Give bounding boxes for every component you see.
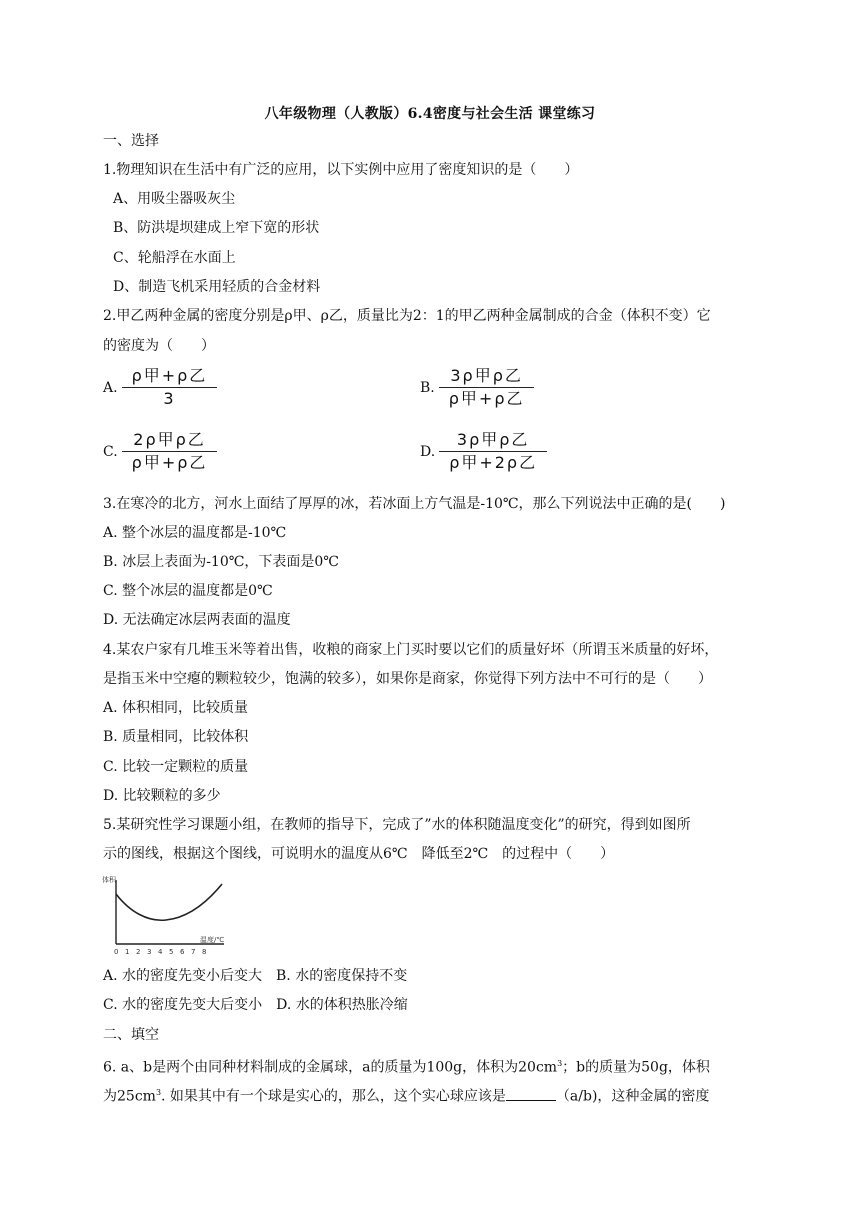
question-2-stem-line-2: 的密度为（ ） — [103, 338, 215, 354]
question-1-option-b: B、防洪堤坝建成上窄下宽的形状 — [113, 220, 320, 236]
fraction-c-numerator: 2ρ甲ρ乙 — [133, 430, 206, 449]
question-4-option-b: B. 质量相同，比较体积 — [103, 729, 249, 745]
fraction-c-denominator: ρ甲+ρ乙 — [131, 453, 208, 472]
question-3-option-d: D. 无法确定冰层两表面的温度 — [103, 612, 291, 628]
fraction-bar — [439, 387, 535, 388]
question-1-option-d: D、制造飞机采用轻质的合金材料 — [113, 279, 321, 295]
q6-text-2c: （a/b)，这种金属的密度 — [555, 1088, 710, 1105]
fraction-a-denominator: 3 — [163, 389, 176, 408]
superscript-3: 3 — [557, 1059, 563, 1068]
question-5-stem-line-1: 5.某研究性学习课题小组，在教师的指导下，完成了”水的体积随温度变化”的研究，得到如图所 — [103, 817, 691, 833]
question-2-option-c — [103, 430, 217, 473]
question-5-options-ab: A. 水的密度先变小后变大 B. 水的密度保持不变 — [103, 968, 408, 984]
question-4-stem-line-2: 是指玉米中空瘪的颗粒较少，饱满的较多），如果你是商家，你觉得下列方法中不可行的是（ ） — [103, 671, 712, 687]
fraction-a — [122, 366, 218, 409]
question-4-stem-line-1: 4.某农户家有几堆玉米等着出售，收粮的商家上门买时要以它们的质量好坏（所谓玉米质量的好坏， — [103, 642, 719, 658]
fraction-d-denominator: ρ甲+2ρ乙 — [449, 453, 538, 472]
graph-tick-label: 3 — [147, 948, 152, 956]
question-4-option-d: D. 比较颗粒的多少 — [103, 788, 221, 804]
fraction-bar — [122, 451, 218, 452]
section-heading-choice: 一、选择 — [103, 133, 159, 149]
volume-temperature-graph — [100, 872, 235, 958]
superscript-3: 3 — [155, 1088, 162, 1097]
option-d-label: D. — [420, 443, 436, 460]
question-4-option-c: C. 比较一定颗粒的质量 — [103, 759, 249, 775]
graph-tick-labels — [114, 948, 206, 956]
question-3-option-b: B. 冰层上表面为-10℃，下表面是0℃ — [103, 554, 339, 570]
question-2-option-b — [420, 366, 534, 409]
question-3-stem: 3.在寒冷的北方，河水上面结了厚厚的冰，若冰面上方气温是-10℃，那么下列说法中正确的是( ) — [103, 496, 726, 512]
question-4-option-a: A. 体积相同，比较质量 — [103, 700, 249, 716]
graph-tick-label: 5 — [169, 948, 174, 956]
question-2-option-a — [103, 366, 217, 409]
q6-text-1a: 6. a、b是两个由同种材料制成的金属球，a的质量为100g，体积为20cm — [103, 1059, 558, 1076]
fraction-b-numerator: 3ρ甲ρ乙 — [450, 366, 523, 385]
fraction-bar — [439, 451, 547, 452]
question-2-stem-line-1: 2.甲乙两种金属的密度分别是ρ甲、ρ乙，质量比为2：1的甲乙两种金属制成的合金（体积不变）它 — [103, 308, 711, 324]
question-1-stem: 1.物理知识在生活中有广泛的应用，以下实例中应用了密度知识的是（ ） — [103, 162, 579, 178]
graph-tick-label: 1 — [125, 948, 130, 956]
option-c-label: C. — [103, 443, 118, 460]
question-6-line-1 — [103, 1054, 710, 1078]
question-5-options-cd: C. 水的密度先变大后变小 D. 水的体积热胀冷缩 — [103, 997, 408, 1013]
answer-blank[interactable] — [506, 1086, 556, 1101]
q6-text-1b: ；b的质量为50g，体积 — [562, 1059, 710, 1076]
section-heading-fill: 二、填空 — [103, 1027, 159, 1043]
graph-tick-label: 7 — [191, 948, 196, 956]
question-1-option-c: C、轮船浮在水面上 — [113, 250, 236, 266]
question-3-option-a: A. 整个冰层的温度都是-10℃ — [103, 525, 287, 541]
fraction-c — [122, 430, 218, 473]
option-b-label: B. — [420, 379, 435, 396]
fraction-b-denominator: ρ甲+ρ乙 — [448, 389, 525, 408]
fraction-a-numerator: ρ甲+ρ乙 — [131, 366, 208, 385]
graph-tick-label: 0 — [114, 948, 119, 956]
question-3-option-c: C. 整个冰层的温度都是0℃ — [103, 583, 273, 599]
question-5-stem-line-2: 示的图线，根据这个图线，可说明水的温度从6℃ 降低至2℃ 的过程中（ ） — [103, 846, 615, 862]
q6-text-2b: . 如果其中有一个球是实心的，那么，这个实心球应该是 — [161, 1088, 506, 1105]
graph-tick-label: 6 — [180, 948, 185, 956]
q6-text-2a: 为25cm — [103, 1088, 156, 1105]
graph-tick-label: 2 — [136, 948, 141, 956]
page-title: 八年级物理（人教版）6.4密度与社会生活 课堂练习 — [264, 106, 596, 122]
fraction-d-numerator: 3ρ甲ρ乙 — [456, 430, 530, 449]
fraction-d — [439, 430, 547, 473]
graph-tick-label: 4 — [158, 948, 163, 956]
graph-curve — [116, 884, 222, 920]
question-6-line-2 — [103, 1083, 709, 1107]
fraction-bar — [122, 387, 218, 388]
graph-x-label: 温度/℃ — [200, 936, 225, 944]
graph-tick-label: 8 — [202, 948, 207, 956]
fraction-b — [439, 366, 535, 409]
graph-y-label: 体积 — [102, 876, 116, 884]
question-1-option-a: A、用吸尘器吸灰尘 — [113, 191, 236, 207]
option-a-label: A. — [103, 379, 118, 396]
question-2-option-d — [420, 430, 547, 473]
